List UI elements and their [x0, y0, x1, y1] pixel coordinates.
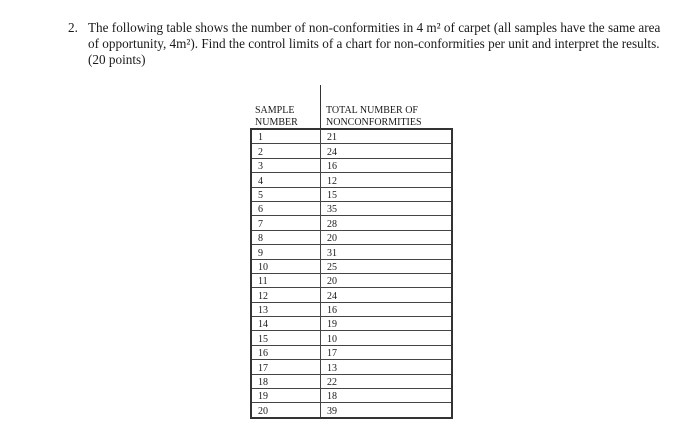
nonconformities-cell: 35: [321, 201, 453, 215]
header-sample-number: SAMPLE NUMBER: [251, 85, 321, 129]
table-row: [251, 245, 452, 259]
sample-number-cell: 3: [251, 158, 321, 172]
table-row: [251, 129, 452, 144]
sample-number-cell: 18: [251, 374, 321, 388]
table-row: [251, 273, 452, 287]
sample-number-cell: 15: [251, 331, 321, 345]
sample-number-cell: 17: [251, 360, 321, 374]
question-block: [68, 20, 668, 68]
sample-number-cell: 11: [251, 273, 321, 287]
table-row: [251, 173, 452, 187]
sample-number-cell: 20: [251, 403, 321, 418]
table-row: [251, 216, 452, 230]
table-body: [251, 129, 452, 418]
nonconformities-cell: 31: [321, 245, 453, 259]
table-row: [251, 259, 452, 273]
nonconformities-cell: 17: [321, 345, 453, 359]
table-header-row: [251, 85, 452, 129]
question-text: The following table shows the number of non-conformities in 4 m² of carpet (all samples have the same area of opportunity, 4m²). Find the control limits of a chart for non-conformities per unit and interpret the results. (20 points): [88, 20, 661, 67]
nonconformities-cell: 22: [321, 374, 453, 388]
nonconformities-cell: 13: [321, 360, 453, 374]
sample-number-cell: 9: [251, 245, 321, 259]
data-table-container: [250, 85, 453, 419]
nonconformities-table: [250, 85, 453, 419]
nonconformities-cell: 24: [321, 144, 453, 158]
table-row: [251, 317, 452, 331]
table-row: [251, 288, 452, 302]
sample-number-cell: 6: [251, 201, 321, 215]
nonconformities-cell: 10: [321, 331, 453, 345]
sample-number-cell: 14: [251, 317, 321, 331]
nonconformities-cell: 16: [321, 158, 453, 172]
nonconformities-cell: 20: [321, 273, 453, 287]
table-row: [251, 230, 452, 244]
nonconformities-cell: 18: [321, 389, 453, 403]
table-row: [251, 158, 452, 172]
sample-number-cell: 1: [251, 129, 321, 144]
nonconformities-cell: 15: [321, 187, 453, 201]
table-row: [251, 302, 452, 316]
sample-number-cell: 8: [251, 230, 321, 244]
nonconformities-cell: 16: [321, 302, 453, 316]
sample-number-cell: 16: [251, 345, 321, 359]
sample-number-cell: 12: [251, 288, 321, 302]
sample-number-cell: 2: [251, 144, 321, 158]
table-row: [251, 187, 452, 201]
sample-number-cell: 19: [251, 389, 321, 403]
nonconformities-cell: 39: [321, 403, 453, 418]
table-row: [251, 345, 452, 359]
nonconformities-cell: 20: [321, 230, 453, 244]
sample-number-cell: 4: [251, 173, 321, 187]
nonconformities-cell: 21: [321, 129, 453, 144]
table-row: [251, 144, 452, 158]
nonconformities-cell: 24: [321, 288, 453, 302]
sample-number-cell: 7: [251, 216, 321, 230]
table-row: [251, 403, 452, 418]
table-row: [251, 331, 452, 345]
sample-number-cell: 10: [251, 259, 321, 273]
nonconformities-cell: 25: [321, 259, 453, 273]
table-row: [251, 374, 452, 388]
table-row: [251, 389, 452, 403]
header-total-nonconformities: TOTAL NUMBER OF NONCONFORMITIES: [321, 85, 453, 129]
nonconformities-cell: 19: [321, 317, 453, 331]
sample-number-cell: 5: [251, 187, 321, 201]
nonconformities-cell: 12: [321, 173, 453, 187]
question-number: 2.: [68, 20, 78, 35]
sample-number-cell: 13: [251, 302, 321, 316]
nonconformities-cell: 28: [321, 216, 453, 230]
table-row: [251, 201, 452, 215]
table-row: [251, 360, 452, 374]
